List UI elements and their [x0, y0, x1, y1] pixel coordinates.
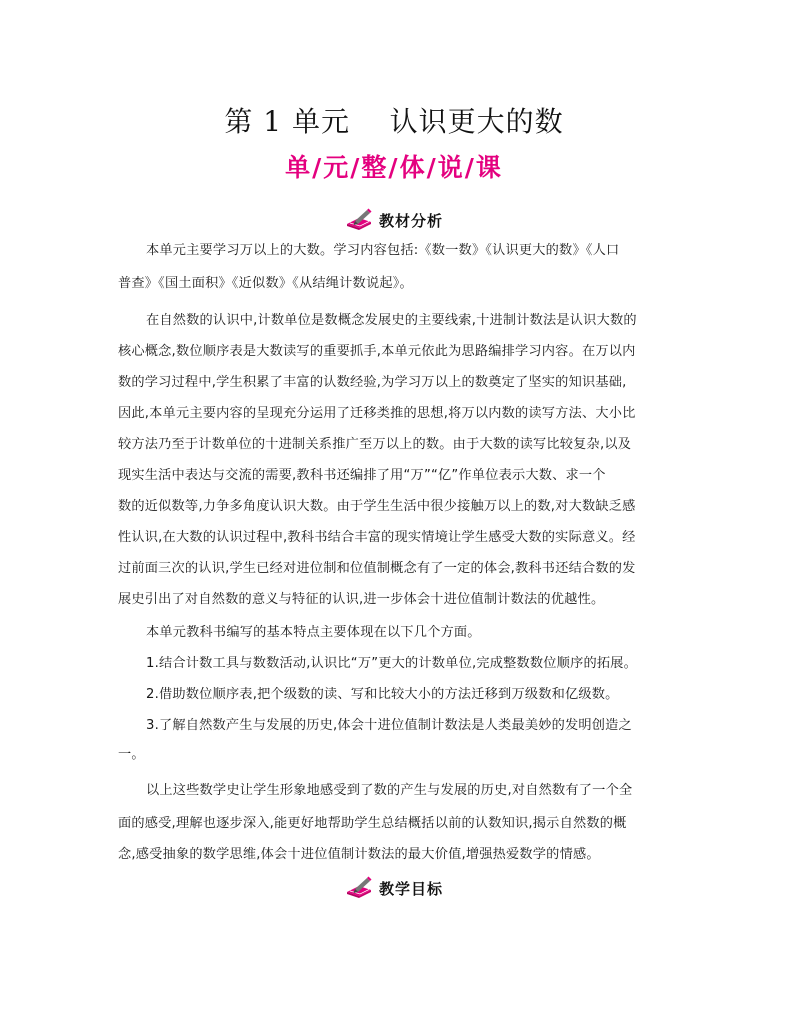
text-line: 核心概念,数位顺序表是大数读写的重要抓手,本单元依此为思路编排学习内容。在万以内: [118, 344, 636, 359]
section-label: 教学目标: [378, 879, 443, 898]
unit-subtitle: 单/元/整/体/说/课: [285, 153, 503, 182]
text-line: 数的近似数等,力争多角度认识大数。由于学生生活中很少接触万以上的数,对大数缺乏感: [118, 499, 636, 514]
text-line: 现实生活中表达与交流的需要,教科书还编排了用“万”“亿”作单位表示大数、求一个: [118, 468, 606, 483]
text-line: 性认识,在大数的认识过程中,教科书结合丰富的现实情境让学生感受大数的实际意义。经: [118, 530, 636, 545]
text-line: 数的学习过程中,学生积累了丰富的认数经验,为学习万以上的数奠定了坚实的知识基础,: [118, 375, 627, 390]
text-line: 念,感受抽象的数学思维,体会十进位值制计数法的最大价值,增强热爱数学的情感。: [118, 847, 600, 862]
text-line: 以上这些数学史让学生形象地感受到了数的产生与发展的历史,对自然数有了一个全: [146, 783, 633, 798]
text-line: 3.了解自然数产生与发展的历史,体会十进位值制计数法是人类最美妙的发明创造之: [146, 718, 632, 733]
section-header-objectives: [0, 875, 788, 901]
unit-title: 第 1 单元 认识更大的数: [224, 105, 564, 138]
text-line: 一。: [118, 747, 145, 762]
text-line: 在自然数的认识中,计数单位是数概念发展史的主要线索,十进制计数法是认识大数的: [146, 313, 637, 328]
text-line: 2.借助数位顺序表,把个级数的读、写和比较大小的方法迁移到万级数和亿级数。: [146, 687, 619, 702]
text-line: 本单元主要学习万以上的大数。学习内容包括:《数一数》《认识更大的数》《人口: [146, 243, 620, 258]
text-line: 较方法乃至于计数单位的十进制关系推广至万以上的数。由于大数的读写比较复杂,以及: [118, 437, 632, 452]
text-line: 展史引出了对自然数的意义与特征的认识,进一步体会十进位值制计数法的优越性。: [118, 592, 605, 607]
text-line: 因此,本单元主要内容的呈现充分运用了迁移类推的思想,将万以内数的读写方法、大小比: [118, 406, 636, 421]
text-line: 过前面三次的认识,学生已经对进位制和位值制概念有了一定的体会,教科书还结合数的发: [118, 561, 636, 576]
text-line: 普查》《国土面积》《近似数》《从结绳计数说起》。: [118, 276, 413, 291]
book-pen-icon: [345, 208, 373, 232]
text-line: 本单元教科书编写的基本特点主要体现在以下几个方面。: [146, 625, 481, 640]
section-label: 教材分析: [378, 211, 443, 230]
text-line: 面的感受,理解也逐步深入,能更好地帮助学生总结概括以前的认数知识,揭示自然数的概: [118, 816, 627, 831]
section-header-analysis: [0, 207, 788, 233]
book-pen-icon: [345, 876, 373, 900]
text-line: 1.结合计数工具与数数活动,认识比“万”更大的计数单位,完成整数数位顺序的拓展。: [146, 656, 638, 671]
